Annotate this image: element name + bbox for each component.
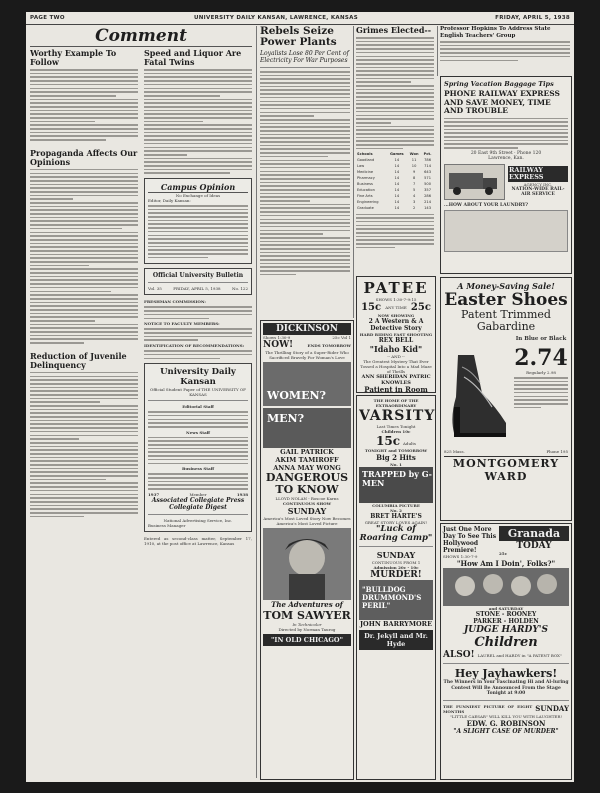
varsity-no1: No. 1 — [390, 462, 402, 467]
laundry-case-illustration — [444, 210, 568, 252]
table-cell: 643 — [424, 170, 431, 175]
patee-excite: The Greatest Mystery That Ever Tossed a Hospital Into a Mad Maze of Thrills — [360, 359, 432, 374]
bulletin-no: No. 122 — [231, 286, 248, 292]
editorial-worthy-example: Worthy Example To Follow — [30, 48, 117, 67]
scores-col-3: Won — [409, 152, 419, 157]
truck-icon — [445, 165, 503, 197]
granada-funniest: THE FUNNIEST PICTURE OF EIGHT MONTHS — [443, 703, 533, 714]
railway-spring: Spring Vacation Baggage Tips — [444, 80, 554, 88]
granada-stone: STONE - ROONEY — [475, 611, 537, 618]
body-text — [144, 99, 252, 123]
body-text — [260, 119, 350, 157]
comment-column-left — [30, 49, 138, 546]
table-cell: Graduate — [357, 206, 374, 211]
campus-opinion-subtitle: No Exchange of Ideas — [175, 192, 221, 198]
ward-shoe-illustration — [444, 337, 512, 447]
table-cell: 214 — [424, 200, 431, 205]
dickinson-theater-ad — [260, 320, 354, 780]
body-text — [144, 69, 252, 96]
dickinson-adventures: The Adventures of — [271, 600, 343, 609]
bulletin-notice-2: NOTICE TO FACULTY MEMBERS: — [144, 321, 220, 327]
headline-professor: Professor Hopkins To Address State English Teachers' Group — [440, 26, 551, 39]
dickinson-times: Shows 1:30-9 — [263, 335, 291, 340]
dickinson-continuous: CONTINUOUS SHOW — [282, 501, 332, 506]
varsity-bulldog: "BULLDOG DRUMMOND'S PERIL" — [362, 585, 422, 610]
patee-cast: ANN SHERIDAN PATRIC KNOWLES — [361, 374, 431, 386]
scores-col-4: Pct. — [423, 152, 432, 157]
folio-right: FRIDAY, APRIL 5, 1938 — [495, 15, 570, 21]
varsity-photo-trapped — [359, 467, 433, 503]
varsity-big: Big 2 Hits — [376, 453, 416, 462]
comment-section — [30, 26, 252, 546]
varsity-photo-bulldog — [359, 580, 433, 620]
business-staff-label: Business Staff — [181, 466, 215, 472]
page-folio — [26, 12, 574, 25]
varsity-trapped: TRAPPED by G-MEN — [362, 469, 432, 488]
body-text — [30, 99, 138, 123]
granada-sunday: SUNDAY — [535, 703, 569, 713]
bulletin-notice-1: FRESHMAN COMMISSION: — [144, 299, 206, 305]
varsity-bret: BRET HARTE'S — [370, 513, 422, 520]
body-text — [260, 237, 350, 275]
dickinson-men: MEN? — [267, 412, 305, 425]
table-cell: 286 — [424, 194, 431, 199]
table-cell: 8 — [412, 176, 416, 181]
patee-star: REX BELL — [378, 337, 414, 344]
masthead-title: University Daily Kansan — [160, 367, 236, 388]
railway-agency: AGENCY INC. — [523, 182, 553, 188]
railway-phone-headline: PHONE RAILWAY EXPRESS AND SAVE MONEY, TIME AND TROUBLE — [444, 89, 560, 115]
body-text — [30, 482, 138, 517]
ward-regular: Regularly 2.98 — [526, 370, 556, 375]
table-cell: 571 — [424, 176, 431, 181]
dickinson-photo-tom — [263, 528, 351, 600]
table-cell: 14 — [394, 158, 400, 163]
varsity-great: GREAT STORY LOVES AGAIN! — [364, 520, 428, 525]
campus-opinion-box — [144, 178, 252, 264]
dickinson-women: WOMEN? — [267, 389, 326, 402]
granada-name: Granada — [499, 526, 569, 541]
body-text — [30, 372, 138, 403]
scores-col-2: Games — [389, 152, 404, 157]
ward-store: MONTGOMERY WARD — [444, 456, 568, 483]
scores-table — [356, 151, 434, 211]
ward-address: 825 Mass. — [444, 449, 465, 454]
varsity-heading: THE HOME OF THE EXTRAORDINARY — [373, 398, 419, 408]
ward-sale: A Money-Saving Sale! — [457, 281, 555, 291]
table-cell: 786 — [424, 158, 431, 163]
table-cell: 14 — [394, 170, 400, 175]
body-text — [356, 214, 434, 249]
folio-left: PAGE TWO — [30, 15, 65, 21]
varsity-price: 15c — [376, 434, 401, 448]
body-text — [30, 268, 138, 292]
body-text — [30, 124, 138, 140]
masthead-rep: National Advertising Service, Inc. — [163, 517, 233, 523]
body-text — [356, 85, 434, 123]
table-cell: 14 — [394, 182, 400, 187]
varsity-theater-ad — [356, 395, 436, 780]
staff-list — [148, 437, 248, 464]
granada-today: TODAY — [516, 541, 552, 551]
table-cell: 4 — [412, 194, 416, 199]
table-cell: 3 — [412, 200, 416, 205]
patee-times: SHOWS 1:30-7-9:15 — [375, 297, 417, 302]
body-text — [30, 294, 138, 321]
table-cell: 14 — [394, 194, 400, 199]
editorial-staff-label: Editorial Staff — [182, 404, 214, 410]
varsity-jekyll-bar — [359, 630, 433, 650]
body-text — [30, 442, 138, 480]
body-text — [148, 205, 248, 258]
dickinson-technicolor: In Technicolor — [292, 622, 322, 627]
masthead-assoc: Associated Collegiate Press — [151, 496, 245, 504]
bulletin-notice-3: IDENTIFICATION OF RECOMMENDATIONS: — [144, 343, 245, 349]
table-cell: 143 — [424, 206, 431, 211]
body-text — [144, 158, 252, 174]
dickinson-price: 25c Vol 1 — [332, 335, 351, 340]
granada-shows: SHOWS 1:30-7-9 — [443, 554, 478, 559]
folio-center: UNIVERSITY DAILY KANSAN, LAWRENCE, KANSAS — [194, 15, 358, 21]
varsity-continuous: CONTINUOUS FROM 1 — [371, 560, 421, 565]
masthead-member: Member — [189, 491, 207, 497]
varsity-children: Children 10c — [381, 429, 411, 434]
body-text — [30, 324, 138, 344]
railway-city: Lawrence, Kan. — [488, 155, 524, 161]
dickinson-name: DICKINSON — [263, 323, 351, 335]
table-cell: 14 — [394, 164, 400, 169]
table-cell: 714 — [424, 164, 431, 169]
headline-rebels: Rebels Seize Power Plants — [260, 26, 337, 48]
dickinson-lloyd: LLOYD NOLAN - Roscoe Karns — [275, 496, 339, 501]
patee-price-1: 15c — [361, 302, 382, 313]
body-text — [30, 405, 138, 440]
granada-just: Just One More Day To See This Hollywood Premiere! — [443, 526, 497, 554]
boy-portrait-icon — [263, 528, 351, 600]
table-cell: Business — [357, 182, 373, 187]
bulletin-vol: Vol. 35 — [148, 286, 162, 292]
table-cell: 11 — [411, 158, 417, 163]
table-row — [356, 205, 434, 211]
ward-title: Easter Shoes — [444, 290, 568, 310]
editorial-juvenile: Reduction of Juvenile Delinquency — [30, 350, 127, 370]
table-cell: Pharmacy — [357, 176, 375, 181]
masthead-year: 1937 — [148, 491, 160, 497]
body-text — [30, 232, 138, 267]
patee-features: 2 A Western & A Detective Story — [368, 318, 424, 332]
granada-children: Children — [474, 635, 538, 650]
campus-opinion-salutation: Editor, Daily Kansan: — [148, 197, 191, 203]
patee-now: NOW SHOWING — [377, 313, 415, 318]
body-text — [30, 69, 138, 96]
body-text — [260, 71, 350, 117]
ward-subtitle: Patent Trimmed Gabardine — [461, 308, 551, 333]
railway-address: 20 East 9th Street — [470, 150, 513, 156]
dickinson-tom: TOM SAWYER — [263, 609, 351, 622]
table-cell: 10 — [411, 164, 417, 169]
body-text — [356, 126, 434, 150]
patee-theater-ad — [356, 276, 436, 393]
staff-list — [148, 411, 248, 427]
railway-brand: RAILWAY EXPRESS — [508, 166, 568, 182]
staff-list — [148, 473, 248, 489]
granada-price: 25c — [499, 551, 508, 556]
bulletin-date: FRIDAY, APRIL 5, 1938 — [173, 286, 221, 292]
body-text — [144, 306, 252, 319]
granada-little: "LITTLE CAESAR" WILL KILL YOU WITH LAUGHTER! — [450, 713, 562, 719]
comment-masthead: Comment — [30, 26, 252, 47]
table-cell: 500 — [424, 182, 431, 187]
granada-also: ALSO! — [443, 650, 475, 660]
granada-parker: PARKER - HOLDEN — [473, 618, 539, 625]
ward-colors: In Blue or Black — [515, 336, 567, 342]
table-cell: Education — [357, 188, 375, 193]
patee-and: -- AND -- — [387, 354, 405, 359]
news-staff-label: News Staff — [186, 429, 210, 435]
patee-western: HARD RIDING FAST SHOOTING — [359, 332, 433, 337]
body-text — [144, 328, 252, 341]
dickinson-directed: Directed by Norman Taurog — [278, 627, 336, 632]
granada-winners: The Winners in Your Fascinating Hi and Al-luring Contest Will Be Announced From the Stage Tonight at 9:00 — [443, 680, 569, 696]
official-bulletin-box — [144, 268, 252, 295]
body-text — [144, 124, 252, 155]
dickinson-photo-men — [263, 408, 351, 448]
cast-portraits-icon — [443, 568, 569, 606]
varsity-murder: MURDER! — [370, 570, 422, 580]
patee-film-1: "Idaho Kid" — [369, 344, 423, 354]
body-text — [356, 37, 434, 83]
table-cell: 14 — [394, 206, 400, 211]
rebels-column — [260, 26, 350, 330]
table-cell: Fine Arts — [357, 194, 373, 199]
table-cell: Engineering — [357, 200, 379, 205]
ward-phone: Phone 195 — [546, 449, 568, 454]
varsity-sunday: SUNDAY — [376, 550, 416, 560]
patee-name: PATEE — [363, 279, 429, 297]
body-text — [144, 350, 252, 359]
railway-truck-illustration — [444, 164, 505, 200]
dickinson-photo-women — [263, 362, 351, 406]
table-cell: 357 — [424, 188, 431, 193]
table-cell: 5 — [412, 188, 416, 193]
ad-body — [514, 377, 568, 408]
railway-laundry: ...HOW ABOUT YOUR LAUNDRY? — [444, 202, 529, 208]
granada-robinson: EDW. G. ROBINSON — [466, 718, 546, 728]
varsity-tonight: TONIGHT and TOMORROW — [364, 448, 428, 453]
varsity-roaring: "Luck of Roaring Camp" — [359, 524, 433, 543]
varsity-name: VARSITY — [359, 408, 436, 424]
patee-price-2: 25c — [410, 302, 431, 313]
granada-sat: and SATURDAY — [488, 606, 524, 611]
table-cell: 14 — [394, 188, 400, 193]
ward-price: 2.74 — [514, 345, 568, 371]
railway-nation: NATION-WIDE RAIL-AIR SERVICE — [511, 187, 565, 198]
varsity-no2: No. 2 — [390, 508, 402, 513]
body-text — [30, 169, 138, 200]
masthead-business-manager: Business Manager — [148, 522, 186, 528]
granada-theater-ad — [440, 523, 572, 780]
patee-any: ANY TIME — [385, 305, 407, 310]
granada-slight: "A SLIGHT CASE OF MURDER" — [453, 727, 559, 735]
ad-body — [444, 118, 568, 149]
masthead-year2: 1938 — [236, 491, 248, 497]
dickinson-also: America's Most Loved Story Now Becomes America's Most Loved Picture — [263, 516, 351, 526]
table-cell: 2 — [412, 206, 416, 211]
railway-express-ad: Spring Vacation Baggage Tips PHONE RAILWAY EXPRESS AND SAVE MONEY, TIME AND TROUBLE 20 East 9th Street · Phone 120 Lawrence, Kan. RAILWAY EXPRESS AGENCY INC. NATION-WIDE RAIL-AIR SERVICE ...HOW ABOUT YOUR LAUNDRY? — [440, 76, 572, 274]
headline-grimes: Grimes Elected-- — [356, 26, 432, 35]
editorial-speed-liquor: Speed and Liquor Are Fatal Twins — [144, 48, 242, 67]
shoe-icon — [444, 337, 512, 447]
table-cell: 14 — [394, 200, 400, 205]
dickinson-now: NOW! — [263, 340, 294, 350]
dickinson-tagline: The Thrilling Story of a Super-Rider Who Sacrificed Bravely For Woman's Love — [265, 350, 349, 360]
varsity-adults: Adults — [403, 441, 416, 446]
bulletin-title: Official University Bulletin — [152, 272, 244, 280]
masthead-footer: Entered as second-class matter, September 17, 1910, at the post office at Lawrence, Kansas — [144, 535, 252, 546]
granada-photo-cast — [443, 568, 569, 606]
table-cell: Goodland — [357, 158, 375, 163]
dickinson-film: DANGEROUS TO KNOW — [265, 471, 349, 496]
varsity-columbia: COLUMBIA PICTURE — [372, 503, 420, 508]
table-cell: 14 — [394, 176, 400, 181]
table-cell: Medicine — [357, 170, 374, 175]
body-text — [440, 41, 570, 61]
granada-hey: Hey Jayhawkers! — [454, 667, 558, 680]
table-cell: Law — [357, 164, 365, 169]
body-text — [260, 204, 350, 235]
dickinson-coming-bar — [263, 634, 351, 646]
dickinson-cast-3: ANNA MAY WONG — [273, 464, 341, 472]
professor-column — [440, 26, 570, 74]
table-cell: 7 — [412, 182, 416, 187]
dickinson-cast-2: AKIM TAMIROFF — [275, 456, 339, 464]
railway-phone-number: Phone 120 — [516, 150, 542, 156]
kansan-masthead — [144, 363, 252, 532]
varsity-barrymore: JOHN BARRYMORE — [359, 620, 433, 628]
newspaper-page — [26, 12, 574, 782]
deck-rebels: Loyalists Lose 80 Per Cent of Electricity For War Purposes — [260, 50, 349, 64]
body-text — [30, 202, 138, 229]
dickinson-chicago: "IN OLD CHICAGO" — [271, 636, 343, 644]
comment-column-right — [144, 49, 252, 546]
dickinson-cast-1: GAIL PATRICK — [280, 448, 334, 456]
montgomery-ward-ad — [440, 277, 572, 521]
granada-how: "How Am I Doin', Folks?" — [456, 559, 556, 568]
varsity-jekyll: Dr. Jekyll and Mr. Hyde — [364, 632, 428, 648]
varsity-bottoms: Last Times Tonight — [376, 424, 416, 429]
patee-film-2: Patient in Room — [364, 385, 428, 393]
scores-col-1: Schools — [357, 152, 373, 157]
table-cell: 9 — [412, 170, 416, 175]
masthead-digest: Collegiate Digest — [169, 503, 227, 511]
editorial-propaganda: Propaganda Affects Our Opinions — [30, 147, 138, 167]
body-text — [260, 160, 350, 202]
granada-laurel: LAUREL and HARDY in "A PATENT BOX" — [477, 652, 562, 658]
dickinson-sunday: SUNDAY — [287, 506, 327, 516]
campus-opinion-title: Campus Opinion — [148, 182, 248, 193]
granada-judge: JUDGE HARDY'S — [463, 625, 549, 635]
dickinson-ends: ENDS TOMORROW — [307, 342, 351, 348]
varsity-admission: Admission 20c - 10c — [373, 565, 419, 570]
masthead-subtitle: Official Student Paper of THE UNIVERSITY OF KANSAS — [150, 387, 246, 398]
